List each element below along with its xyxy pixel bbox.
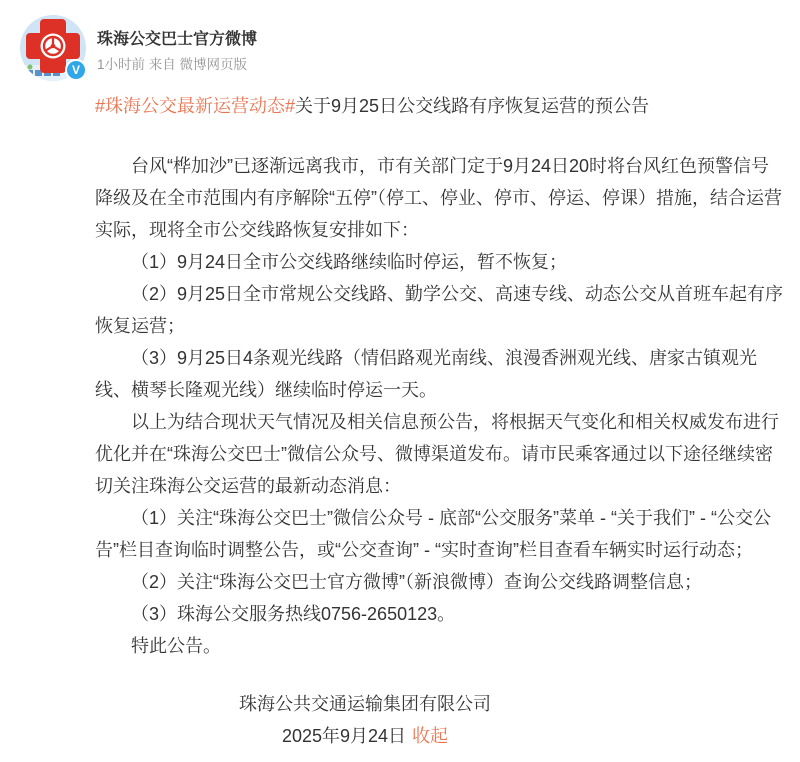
post-title-text: 关于9月25日公交线路有序恢复运营的预公告: [295, 96, 650, 116]
post-paragraph: 特此公告。: [131, 636, 221, 656]
post-paragraph: 以上为结合现状天气情况及相关信息预公告，将根据天气变化和相关权威发布进行优化并在“珠海公交巴士”微信公众号、微博渠道发布。请市民乘客通过以下途径继续密切关注珠海公交运营的最新动态消息：: [95, 412, 779, 496]
post-body: [95, 90, 785, 752]
post-paragraphs: [95, 150, 785, 662]
post-title: [95, 90, 785, 122]
post-paragraph: （1）9月24日全市公交线路继续临时停运，暂不恢复；: [131, 252, 568, 272]
source-label: 来自: [148, 57, 176, 72]
signature-block: [95, 688, 635, 752]
post-header: [0, 0, 800, 81]
post-paragraph: （2）9月25日全市常规公交线路、勤学公交、高速专线、动态公交从首班车起有序恢复运营；: [95, 284, 784, 336]
post-paragraph: （3）珠海公交服务热线0756-2650123。: [131, 604, 456, 624]
date-line: [95, 720, 635, 752]
verified-badge-icon: V: [65, 59, 87, 81]
source-link[interactable]: 微博网页版: [179, 57, 248, 72]
topic-hashtag-link[interactable]: #珠海公交最新运营动态#: [95, 96, 296, 116]
avatar[interactable]: [20, 15, 86, 81]
collapse-link[interactable]: 收起: [412, 726, 449, 746]
post-paragraph: 台风“桦加沙”已逐渐远离我市，市有关部门定于9月24日20时将台风红色预警信号降级及在全市范围内有序解除“五停”（停工、停业、停市、停运、停课）措施，结合运营实际，现将全市公交线路恢复安排如下：: [95, 156, 782, 240]
post-meta: [97, 53, 247, 73]
post-date: 2025年9月24日: [281, 726, 407, 746]
post-paragraph: （1）关注“珠海公交巴士”微信公众号 - 底部“公交服务”菜单 - “关于我们” - “公交公告”栏目查询临时调整公告，或“公交查询” - “实时查询”栏目查看车辆实时运行动态；: [95, 508, 771, 560]
post-paragraph: （3）9月25日4条观光线路（情侣路观光南线、浪漫香洲观光线、唐家古镇观光线、横琴长隆观光线）继续临时停运一天。: [95, 348, 758, 400]
author-name[interactable]: 珠海公交巴士官方微博: [97, 31, 258, 48]
signature-company: 珠海公共交通运输集团有限公司: [239, 694, 491, 714]
post-paragraph: （2）关注“珠海公交巴士官方微博”（新浪微博）查询公交线路调整信息；: [131, 572, 702, 592]
timestamp: 1小时前: [97, 57, 146, 72]
